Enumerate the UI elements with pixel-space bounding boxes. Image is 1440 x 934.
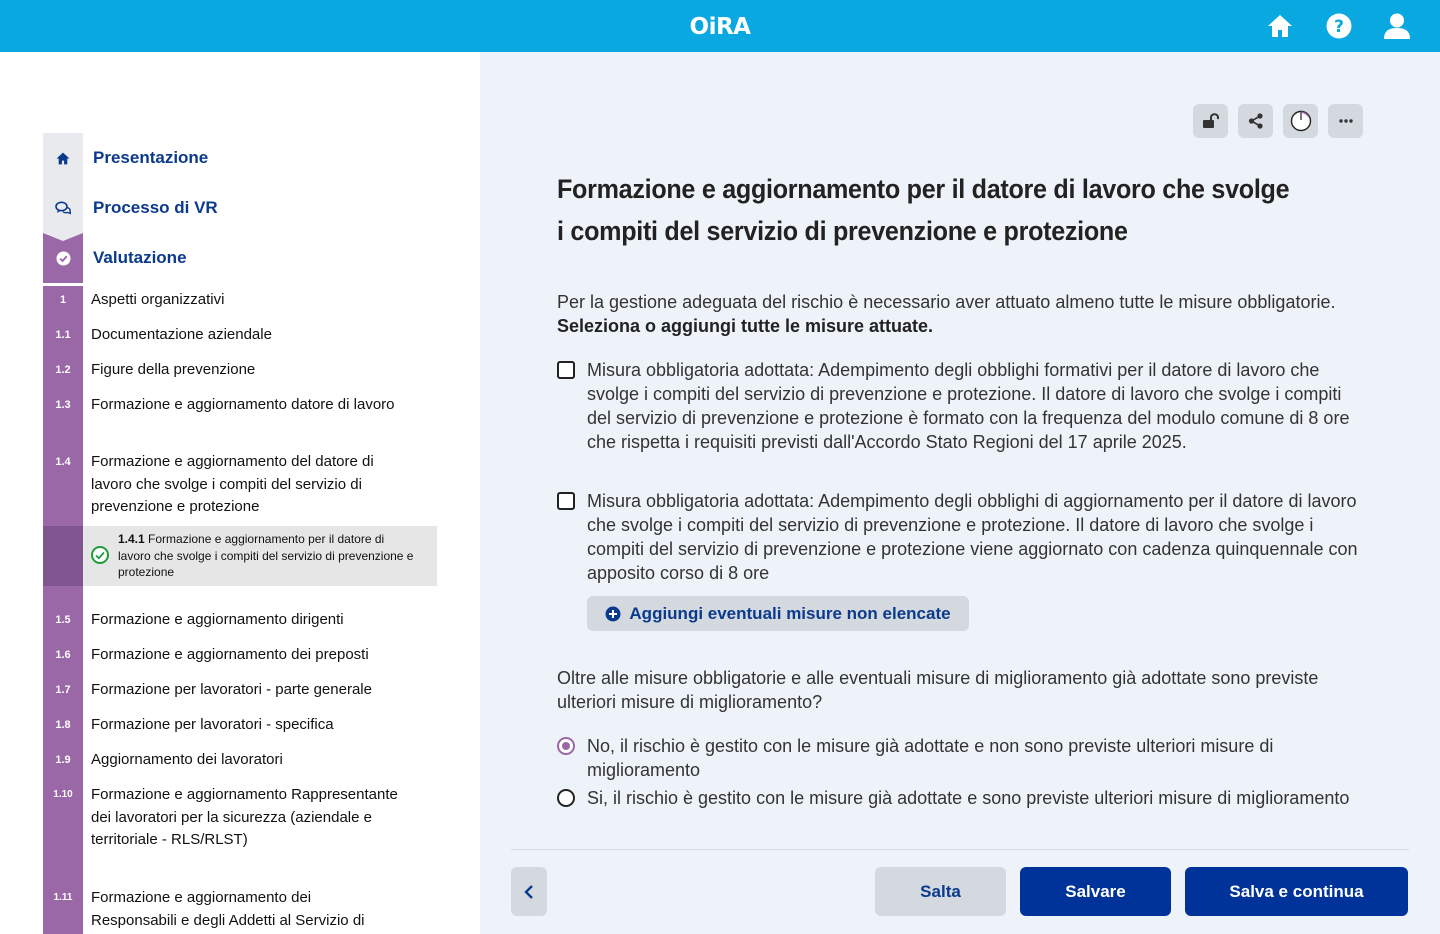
sidebar-section-presentazione[interactable]: [43, 133, 443, 183]
sidebar-item[interactable]: [43, 749, 443, 772]
top-bar: [0, 0, 1440, 52]
chevron-left-icon: [524, 884, 534, 900]
sidebar-item-label: Formazione e aggiornamento dei preposti: [91, 646, 369, 663]
check-circle-icon: [56, 251, 71, 266]
sidebar-item[interactable]: [43, 394, 443, 417]
sidebar-item-number: 1.8: [55, 719, 71, 731]
sidebar-section-valutazione[interactable]: [43, 233, 443, 283]
sidebar-item-label: Formazione e aggiornamento datore di lavoro: [91, 396, 395, 413]
sidebar-item[interactable]: [43, 784, 443, 852]
intro-text: [557, 290, 1367, 338]
measure-checkbox-2[interactable]: [557, 492, 575, 510]
radio-label-no[interactable]: No, il rischio è gestito con le misure già adottate e non sono previste ulteriori misure di miglioramento: [587, 736, 1274, 780]
sidebar-section-label: Valutazione: [93, 248, 187, 267]
svg-text:?: ?: [1334, 17, 1344, 37]
sidebar-item-number: 1.6: [55, 649, 71, 661]
more-button[interactable]: [1328, 104, 1363, 138]
measure-label-1[interactable]: Misura obbligatoria adottata: Adempimento degli obblighi formativi per il datore di lavoro che svolge i compiti del servizio di prevenzione e protezione. Il datore di lavoro che svolge i compiti del servizio di prevenzione e protezione è formato con la frequenza del modulo comune di 8 ore che rispetta i requisiti previsti dall'Accordo Stato Regioni del 17 aprile 2025.: [587, 360, 1350, 452]
measure-label-2[interactable]: Misura obbligatoria adottata: Adempimento degli obblighi di aggiornamento per il datore di lavoro che svolge i compiti del servizio di prevenzione e protezione. Il datore di lavoro che svolge i compiti del servizio di prevenzione e protezione viene aggiornato con cadenza quinquennale con apposito corso di 8 ore: [587, 491, 1358, 583]
add-measure-button[interactable]: [587, 596, 969, 631]
sidebar-item-number: 1.1: [55, 329, 71, 341]
sidebar-tab: [43, 133, 83, 183]
save-button[interactable]: Salvare: [1020, 867, 1171, 916]
sidebar-item-label: Figure della prevenzione: [91, 361, 256, 378]
footer-divider: [511, 849, 1409, 850]
sidebar-item-number: 1.10: [53, 789, 73, 800]
sidebar-item-active-text: [118, 531, 418, 581]
add-measure-label: Aggiungi eventuali misure non elencate: [629, 603, 951, 623]
share-button[interactable]: [1238, 104, 1273, 138]
sidebar-item-label: Formazione e aggiornamento Rappresentante dei lavoratori per la sicurezza (aziendale e territoriale - RLS/RLST): [91, 786, 398, 848]
timer-button[interactable]: [1283, 104, 1318, 138]
sidebar-item[interactable]: [43, 609, 443, 632]
sidebar: [0, 52, 480, 934]
question-text: Oltre alle misure obbligatorie e alle eventuali misure di miglioramento già adottate sono previste ulteriori misure di miglioramento?: [557, 668, 1319, 712]
user-icon[interactable]: [1383, 12, 1411, 40]
sidebar-item-number: 1: [59, 294, 67, 306]
chat-icon: [55, 201, 71, 215]
sidebar-item[interactable]: [43, 289, 443, 312]
sidebar-item-label: Formazione per lavoratori - parte generale: [91, 681, 372, 698]
sidebar-item-label: Formazione e aggiornamento dirigenti: [91, 611, 344, 628]
sidebar-item-number: 1.3: [55, 399, 71, 411]
back-button[interactable]: [511, 867, 547, 916]
sidebar-item-label: Aggiornamento dei lavoratori: [91, 751, 283, 768]
save-continue-button[interactable]: Salva e continua: [1185, 867, 1408, 916]
sidebar-item[interactable]: [43, 714, 443, 737]
radio-option-si[interactable]: [557, 789, 575, 807]
help-icon[interactable]: [1325, 12, 1353, 40]
sidebar-section-label: Presentazione: [93, 148, 209, 167]
sidebar-item-label: Formazione e aggiornamento del datore di lavoro che svolge i compiti del servizio di prevenzione e protezione: [91, 453, 374, 515]
more-icon: [1339, 119, 1353, 123]
home-icon[interactable]: [1266, 12, 1294, 40]
sidebar-item-active-number: 1.4.1: [118, 532, 145, 546]
sidebar-item-active-label: Formazione e aggiornamento per il datore di lavoro che svolge i compiti del servizio di prevenzione e protezione: [118, 532, 414, 579]
sidebar-item-label: Formazione e aggiornamento dei Responsabili e degli Addetti al Servizio di: [91, 889, 365, 929]
sidebar-section-label: Processo di VR: [93, 198, 218, 217]
sidebar-item[interactable]: [43, 324, 443, 347]
sidebar-item-label: Formazione per lavoratori - specifica: [91, 716, 334, 733]
timer-icon: [1290, 110, 1312, 132]
sidebar-item-active[interactable]: [43, 526, 437, 586]
page-title: Formazione e aggiornamento per il datore di lavoro che svolge i compiti del servizio di prevenzione e protezione: [557, 174, 1290, 246]
sidebar-item-number: 1.11: [53, 892, 73, 903]
sidebar-item-number: 1.9: [55, 754, 71, 766]
sidebar-item-label: Aspetti organizzativi: [91, 291, 225, 308]
sidebar-item-number: 1.7: [55, 684, 71, 696]
intro-text-bold: Seleziona o aggiungi tutte le misure attuate.: [557, 316, 934, 336]
plus-circle-icon: [605, 606, 621, 622]
sidebar-item[interactable]: [43, 644, 443, 667]
sidebar-item[interactable]: [43, 679, 443, 702]
sidebar-item-label: Documentazione aziendale: [91, 326, 272, 343]
skip-button[interactable]: Salta: [875, 867, 1006, 916]
check-icon: [91, 546, 109, 564]
share-icon: [1248, 113, 1264, 129]
unlock-icon: [1202, 113, 1220, 129]
sidebar-item-number: 1.4: [55, 456, 71, 468]
measure-checkbox-1[interactable]: [557, 361, 575, 379]
app-logo[interactable]: OiRA: [689, 14, 751, 40]
sidebar-item-number: 1.5: [55, 614, 71, 626]
radio-label-si[interactable]: Si, il rischio è gestito con le misure già adottate e sono previste ulteriori misure di miglioramento: [587, 788, 1350, 808]
radio-option-no[interactable]: [557, 737, 575, 755]
sidebar-item-number: 1.2: [55, 364, 71, 376]
home-icon: [56, 152, 70, 165]
sidebar-item[interactable]: [43, 887, 443, 932]
sidebar-item[interactable]: [43, 451, 443, 519]
sidebar-rail-active: [43, 526, 83, 586]
unlock-button[interactable]: [1193, 104, 1228, 138]
sidebar-section-processo[interactable]: [43, 183, 443, 233]
sidebar-item[interactable]: [43, 359, 443, 382]
intro-text-body: Per la gestione adeguata del rischio è necessario aver attuato almeno tutte le misure obbligatorie.: [557, 292, 1336, 312]
